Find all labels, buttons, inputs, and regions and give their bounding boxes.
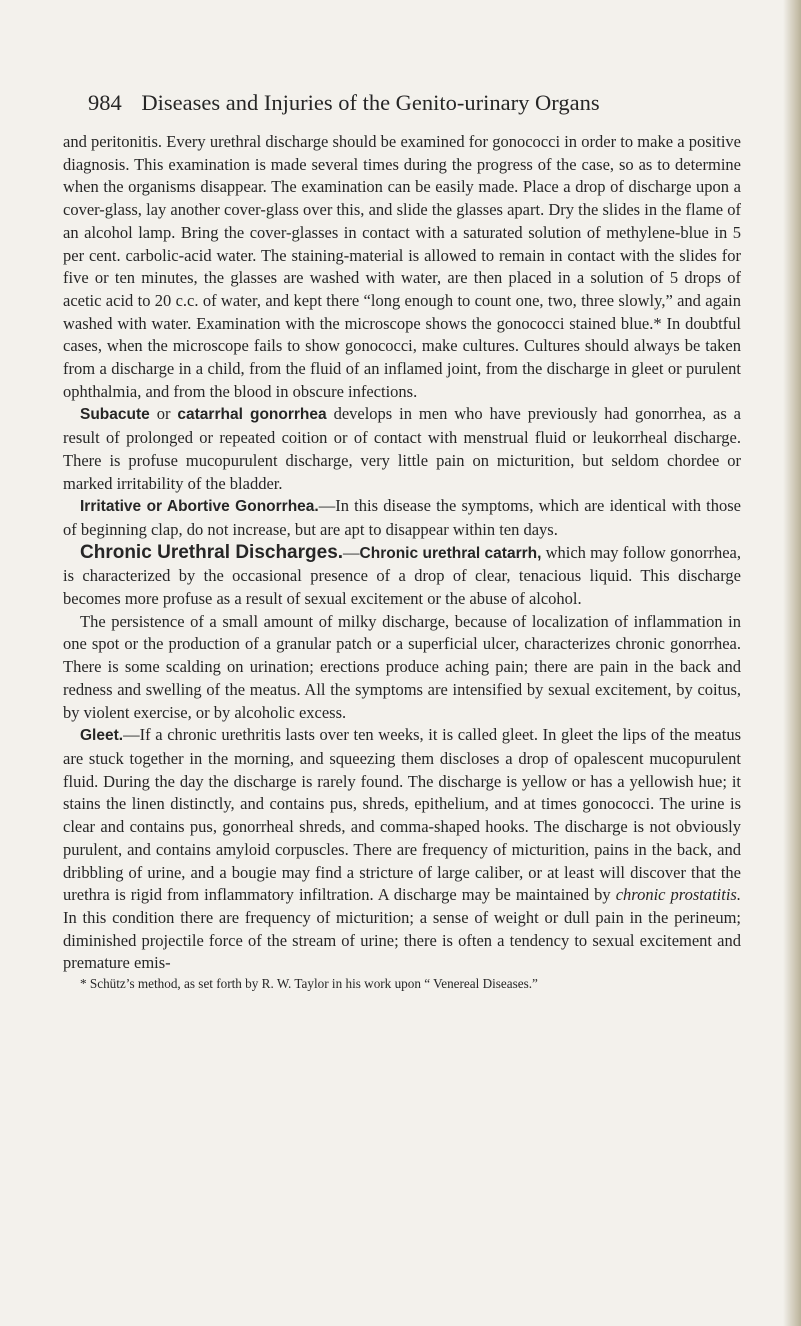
heading-gleet: Gleet.	[80, 727, 124, 745]
paragraph-gleet	[63, 724, 741, 975]
paragraph-text-continued: In this condition there are frequency of micturition; a sense of weight or dull pain in the perineum; diminished projectile force of the stream of urine; there is often a tendency to sexual excitement and premature emis-	[63, 907, 741, 973]
heading-irritative-gonorrhea: Irritative or Abortive Gonorrhea.	[80, 498, 319, 516]
connector-text: or	[149, 404, 178, 424]
body-text	[63, 131, 741, 993]
footnote: * Schütz’s method, as set forth by R. W. Taylor in his work upon “ Venereal Diseases.”	[80, 976, 538, 992]
paragraph-text: —In this disease the symptoms, which are identical with those of beginning clap, do not increase, but are apt to disappear within ten days.	[63, 496, 742, 539]
running-title: Diseases and Injuries of the Genito-urinary Organs	[141, 90, 600, 115]
dash: —	[343, 542, 360, 562]
paragraph-text: —If a chronic urethritis lasts over ten weeks, it is called gleet. In gleet the lips of the meatus are stuck together in the morning, and squeezing them discloses a drop of opalescent mucopurulent fluid. During the day the discharge is rarely found. The discharge is yellow or has a yellowish hue; it stains the linen distinctly, and contains pus, shreds, epithelium, and at times gonococci. The urine is clear and contains pus, gonorrheal shreds, and comma-shaped hooks. The discharge is not obviously purulent, and contains amyloid corpuscles. There are frequency of micturition, pains in the back, and dribbling of urine, and a bougie may find a stricture of large caliber, or at least will discover that the urethra is rigid from inflammatory infiltration. A discharge may be maintained by	[63, 725, 741, 905]
page-number: 984	[88, 90, 122, 115]
page-edge-shadow	[783, 0, 801, 1326]
italic-chronic-prostatitis: chronic prostatitis.	[615, 885, 741, 905]
paragraph-chronic-gonorrhea: The persistence of a small amount of milky discharge, because of localization of inflammation in one spot or the production of a granular patch or a superficial ulcer, characterizes chronic gonorrhea. There is some scalding on urination; erections produce aching pain; there are pain in the back and redness and swelling of the meatus. All the symptoms are intensified by sexual excitement, by coitus, by violent exercise, or by alcoholic excess.	[63, 611, 741, 722]
paragraph-text: develops in men who have previously had gonorrhea, as a result of prolonged or repeated coition or of contact with menstrual fluid or leukorrheal discharge. There is profuse mucopurulent discharge, very little pain on micturition, but seldom chordee or marked irritability of the bladder.	[63, 404, 741, 493]
heading-subacute: Subacute	[80, 406, 150, 424]
paragraph-irritative-gonorrhea	[63, 495, 741, 541]
paragraph-subacute-gonorrhea	[63, 403, 741, 495]
paragraph-gonococci-examination: and peritonitis. Every urethral discharge should be examined for gonococci in order to make a positive diagnosis. This examination is made several times during the progress of the case, so as to determine when the organisms disappear. The examination can be easily made. Place a drop of discharge upon a cover-glass, lay another cover-glass over this, and slide the glasses apart. Dry the slides in the flame of an alcohol lamp. Bring the cover-glasses in contact with a saturated solution of methylene-blue in 5 per cent. carbolic-acid water. The staining-material is allowed to remain in contact with the slides for five or ten minutes, the glasses are washed with water, are then placed in a solution of 5 drops of acetic acid to 20 c.c. of water, and kept there “long enough to count one, two, three slowly,” and again washed with water. Examination with the microscope shows the gonococci stained blue.* In doubtful cases, when the microscope fails to show gonococci, make cultures. Cultures should always be taken from a discharge in a child, from the fluid of an inflamed joint, from the discharge in gleet or purulent ophthalmia, and from the blood in obscure infections.	[63, 132, 741, 401]
paragraph-text: which may follow gonorrhea, is characterized by the occasional presence of a drop of clear, tenacious liquid. This discharge becomes more profuse as a result of sexual excitement or the abuse of alcohol.	[63, 542, 741, 609]
heading-catarrhal-gonorrhea: catarrhal gonorrhea	[177, 406, 327, 424]
paragraph-chronic-urethral-discharges	[63, 542, 741, 611]
heading-chronic-urethral-catarrh: Chronic urethral catarrh,	[359, 544, 542, 562]
running-header	[88, 90, 600, 116]
heading-chronic-urethral-discharges: Chronic Urethral Discharges.	[80, 541, 344, 563]
